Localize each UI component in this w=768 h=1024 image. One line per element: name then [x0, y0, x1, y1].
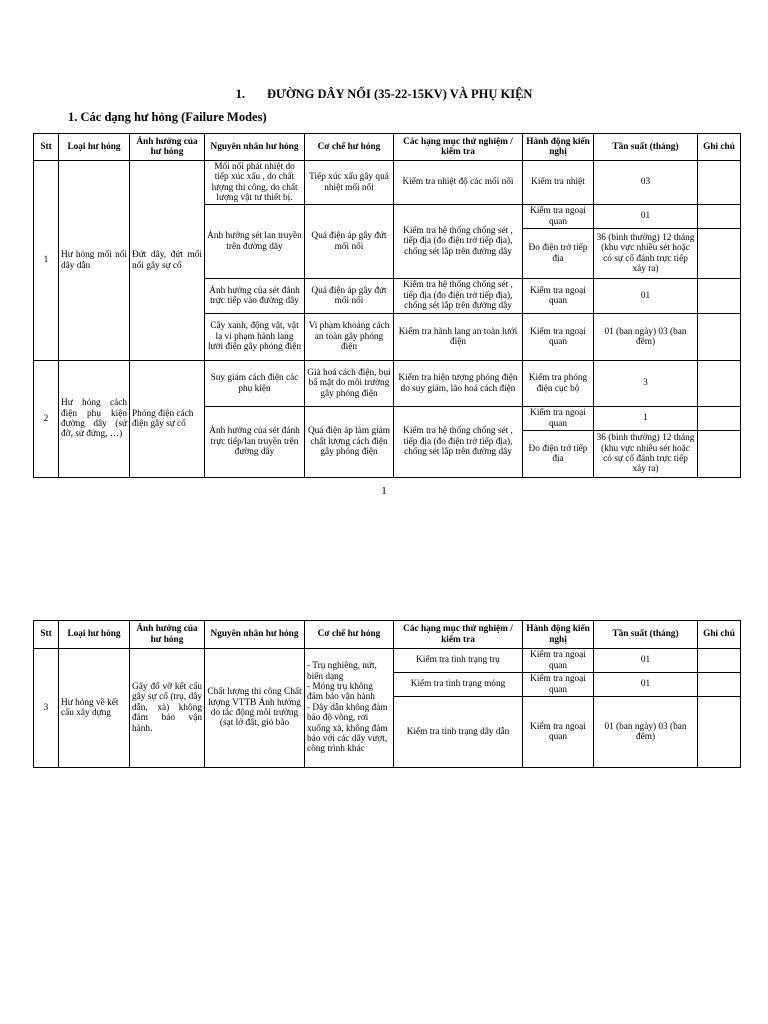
stt-cell: 3 [34, 649, 59, 768]
frequency-cell: 01 [594, 649, 698, 673]
frequency-cell: 01 (ban ngày) 03 (ban đêm) [594, 314, 698, 361]
failure-type-cell: Hư hỏng về kết cấu xây dựng [59, 649, 130, 768]
mechanism-cell: Già hoá cách điện, bụi bẩ mặt do môi trường gây phóng điện [305, 361, 394, 407]
cause-cell: Ảnh hưởng của sét đánh trực tiếp/lan truyền trên đường dây [205, 407, 305, 478]
mechanism-cell: Quá điện áp gây đứt mối nối [305, 279, 394, 314]
action-cell: Kiểm tra ngoại quan [523, 279, 594, 314]
action-cell: Đo điện trở tiếp địa [523, 431, 594, 478]
column-header: Các hạng mục thử nghiệm / kiểm tra [394, 621, 523, 649]
note-cell [698, 649, 741, 673]
action-cell: Kiểm tra ngoại quan [523, 314, 594, 361]
column-header: Stt [34, 134, 59, 161]
table-header-row [34, 134, 741, 161]
note-cell [698, 361, 741, 407]
note-cell [698, 229, 741, 279]
cause-cell: Suy giảm cách điện các phụ kiện [205, 361, 305, 407]
action-cell: Kiểm tra phóng điện cục bộ [523, 361, 594, 407]
column-header: Ảnh hưởng của hư hỏng [130, 621, 205, 649]
cause-cell: Mối nối phát nhiệt do tiếp xúc xấu , do chất lượng thi công, do chất lượng vật tư thiết bị. [205, 161, 305, 205]
test-cell: Kiểm tra tình trạng dây dẫn [394, 697, 523, 768]
action-cell: Kiểm tra ngoại quan [523, 205, 594, 229]
column-header: Hành động kiến nghị [523, 621, 594, 649]
frequency-cell: 01 [594, 673, 698, 697]
effect-cell: Đứt dây, đứt mối nối gây sự cố [130, 161, 205, 361]
table-row [34, 361, 741, 407]
column-header: Loại hư hỏng [59, 621, 130, 649]
section-title: ĐƯỜNG DÂY NỔI (35-22-15KV) VÀ PHỤ KIỆN [266, 87, 533, 101]
column-header: Nguyên nhân hư hỏng [205, 621, 305, 649]
note-cell [698, 697, 741, 768]
mechanism-cell: Vi phạm khoảng cách an toàn gây phóng điện [305, 314, 394, 361]
table-header-row [34, 621, 741, 649]
effect-cell: Phóng điện cách điện gây sự cố [130, 361, 205, 478]
note-cell [698, 407, 741, 431]
cause-cell: Ảnh hưởng của sét đánh trực tiếp vào đường dây [205, 279, 305, 314]
column-header: Tần suất (tháng) [594, 621, 698, 649]
cause-cell: Chất lượng thi công Chất lượng VTTB Ảnh hưởng do tác động môi trường (sạt lở đất, gió bão [205, 649, 305, 768]
column-header: Ghi chú [698, 134, 741, 161]
test-cell: Kiểm tra hệ thống chống sét , tiếp địa (đo điện trở tiếp địa), chống sét lắp trên đường dây [394, 205, 523, 279]
column-header: Stt [34, 621, 59, 649]
note-cell [698, 205, 741, 229]
action-cell: Kiểm tra nhiệt [523, 161, 594, 205]
section-number: 1. [235, 87, 245, 101]
test-cell: Kiểm tra tình trạng trụ [394, 649, 523, 673]
action-cell: Kiểm tra ngoại quan [523, 673, 594, 697]
failure-type-cell: Hư hỏng cách điện phụ kiện đường dây (sứ đỡ, sứ đứng, …) [59, 361, 130, 478]
action-cell: Kiểm tra ngoại quan [523, 697, 594, 768]
frequency-cell: 36 (bình thường) 12 tháng (khu vực nhiều sét hoặc có sự cố đánh trực tiếp xảy ra) [594, 229, 698, 279]
section-heading [0, 87, 768, 102]
frequency-cell: 03 [594, 161, 698, 205]
mechanism-cell: Tiếp xúc xấu gây quá nhiệt mối nối [305, 161, 394, 205]
frequency-cell: 01 [594, 279, 698, 314]
test-cell: Kiểm tra hành lang an toàn lưới điện [394, 314, 523, 361]
note-cell [698, 279, 741, 314]
page-number: 1 [381, 485, 387, 497]
action-cell: Kiểm tra ngoại quan [523, 649, 594, 673]
failure-type-cell: Hư hỏng mối nối dây dẫn [59, 161, 130, 361]
subsection-heading: 1. Các dạng hư hỏng (Failure Modes) [68, 110, 267, 124]
column-header: Tần suất (tháng) [594, 134, 698, 161]
mechanism-cell: Quá điện áp gây đứt mối nối [305, 205, 394, 279]
column-header: Hành động kiến nghị [523, 134, 594, 161]
failure-modes-table-2 [33, 620, 741, 768]
frequency-cell: 01 (ban ngày) 03 (ban đêm) [594, 697, 698, 768]
test-cell: Kiểm tra tình trạng móng [394, 673, 523, 697]
column-header: Ghi chú [698, 621, 741, 649]
effect-cell: Gây đổ vỡ kết cấu gây sự cố (trụ, dây dẫn, xà) không đảm bảo vận hành. [130, 649, 205, 768]
column-header: Cơ chế hư hỏng [305, 134, 394, 161]
frequency-cell: 01 [594, 205, 698, 229]
test-cell: Kiểm tra nhiệt độ các mối nối [394, 161, 523, 205]
cause-cell: Cây xanh, động vật, vật lạ vi phạm hành lang lưới điện gây phóng điện [205, 314, 305, 361]
failure-modes-table-1 [33, 133, 741, 478]
column-header: Nguyên nhân hư hỏng [205, 134, 305, 161]
mechanism-cell: - Trụ nghiêng, nứt, biến dạng - Móng trụ không đảm bảo vận hành - Dây dẫn không đảm bảo độ võng, rơi xuống xà, không đảm bảo với các dây vượt, công trình khác [305, 649, 394, 768]
column-header: Cơ chế hư hỏng [305, 621, 394, 649]
test-cell: Kiểm tra hệ thống chống sét , tiếp địa (đo điện trở tiếp địa), chống sét lắp trên đường dây [394, 407, 523, 478]
action-cell: Đo điện trở tiếp địa [523, 229, 594, 279]
test-cell: Kiểm tra hệ thống chống sét , tiếp địa (đo điện trở tiếp địa), chống sét lắp trên đường dây [394, 279, 523, 314]
frequency-cell: 1 [594, 407, 698, 431]
table-row [34, 649, 741, 673]
cause-cell: Ảnh hưởng sét lan truyền trên đường dây [205, 205, 305, 279]
column-header: Loại hư hỏng [59, 134, 130, 161]
stt-cell: 1 [34, 161, 59, 361]
column-header: Ảnh hưởng của hư hỏng [130, 134, 205, 161]
table-row [34, 161, 741, 205]
action-cell: Kiểm tra ngoại quan [523, 407, 594, 431]
note-cell [698, 673, 741, 697]
stt-cell: 2 [34, 361, 59, 478]
frequency-cell: 3 [594, 361, 698, 407]
column-header: Các hạng mục thử nghiệm / kiểm tra [394, 134, 523, 161]
mechanism-cell: Quá điện áp làm giảm chất lượng cách điện gây phóng điện [305, 407, 394, 478]
note-cell [698, 161, 741, 205]
frequency-cell: 36 (bình thường) 12 tháng (khu vực nhiều sét hoặc có sự cố đánh trực tiếp xảy ra) [594, 431, 698, 478]
note-cell [698, 431, 741, 478]
test-cell: Kiểm tra hiện tượng phóng điện do suy giảm, lão hoá cách điện [394, 361, 523, 407]
note-cell [698, 314, 741, 361]
